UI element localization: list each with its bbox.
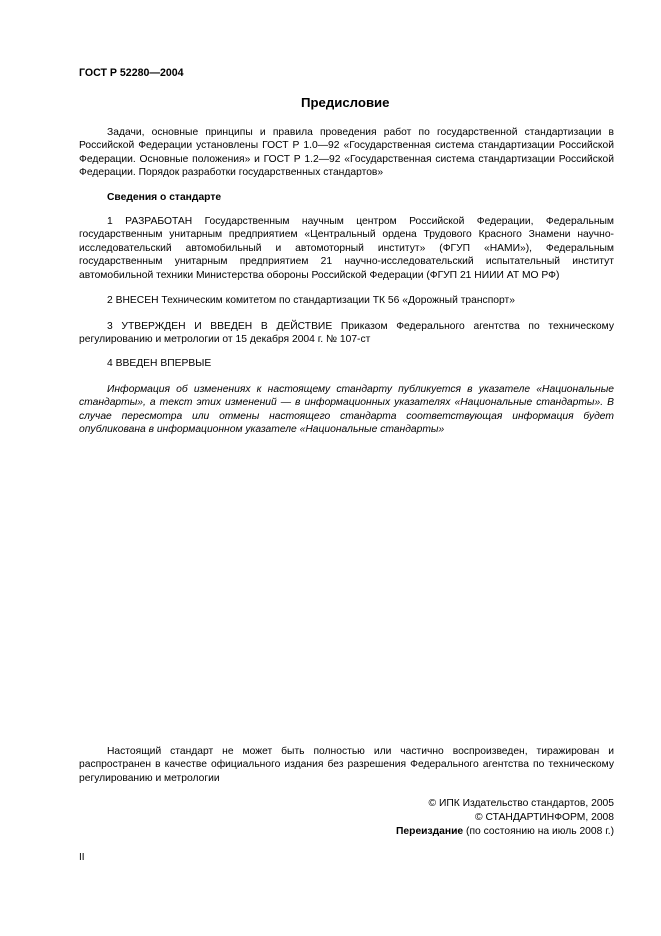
reissue-line xyxy=(396,825,614,838)
page-title xyxy=(79,96,614,109)
item-text: 3 УТВЕРЖДЕН И ВВЕДЕН В ДЕЙСТВИЕ Приказом Федерального агентства по техническому регулированию и метрологии от 15 декабря 2004 г. № 107-ст xyxy=(79,321,614,346)
standard-info-item-2 xyxy=(79,294,614,307)
copyright-line-2: © СТАНДАРТИНФОРМ, 2008 xyxy=(475,812,614,823)
intro-paragraph xyxy=(79,126,614,180)
document-code: ГОСТ Р 52280—2004 xyxy=(79,67,184,79)
standard-info-item-3 xyxy=(79,320,614,347)
page-number: II xyxy=(79,852,85,863)
standard-info-item-4 xyxy=(79,357,614,370)
standard-info-item-1 xyxy=(79,215,614,282)
notice-text: Настоящий стандарт не может быть полностью или частично воспроизведен, тиражирован и распространен в качестве официального издания без разрешения Федерального агентства по техническому регулированию и метрологии xyxy=(79,746,614,784)
standard-info-heading: Сведения о стандарте xyxy=(107,192,222,203)
item-text: 4 ВВЕДЕН ВПЕРВЫЕ xyxy=(107,358,212,369)
reproduction-notice xyxy=(79,745,614,785)
reissue-label: Переиздание xyxy=(396,826,464,837)
page-title-text: Предисловие xyxy=(301,95,390,110)
reissue-note: (по состоянию на июль 2008 г.) xyxy=(463,826,614,837)
intro-text: Задачи, основные принципы и правила проведения работ по государственной стандартизации в Российской Федерации установлены ГОСТ Р 1.0—92 «Государственная система стандартизации Российской Федерации. Основные положения» и ГОСТ Р 1.2—92 «Государственная система стандартизации Российской Федерации. Порядок разработки государственных стандартов» xyxy=(79,127,614,179)
copyright-line-1: © ИПК Издательство стандартов, 2005 xyxy=(428,798,614,809)
item-text: 2 ВНЕСЕН Техническим комитетом по стандартизации ТК 56 «Дорожный транспорт» xyxy=(107,295,515,306)
item-text: 1 РАЗРАБОТАН Государственным научным центром Российской Федерации, Федеральным государственным унитарным предприятием «Центральный ордена Трудового Красного Знамени научно-исследовательский автомобильный и автомоторный институт» (ФГУП «НАМИ»), Федеральным государственным унитарным предприятием 21 научно-исследовательский испытательный институт автомобильной техники Министерства обороны Российской Федерации (ФГУП 21 НИИИ АТ МО РФ) xyxy=(79,216,614,281)
changes-info-paragraph xyxy=(79,383,614,437)
changes-info-text: Информация об изменениях к настоящему стандарту публикуется в указателе «Национальные стандарты», а текст этих изменений — в информационных указателях «Национальные стандарты». В случае пересмотра или отмены настоящего стандарта соответствующая информация будет опубликована в информационном указателе «Национальные стандарты» xyxy=(79,384,614,436)
